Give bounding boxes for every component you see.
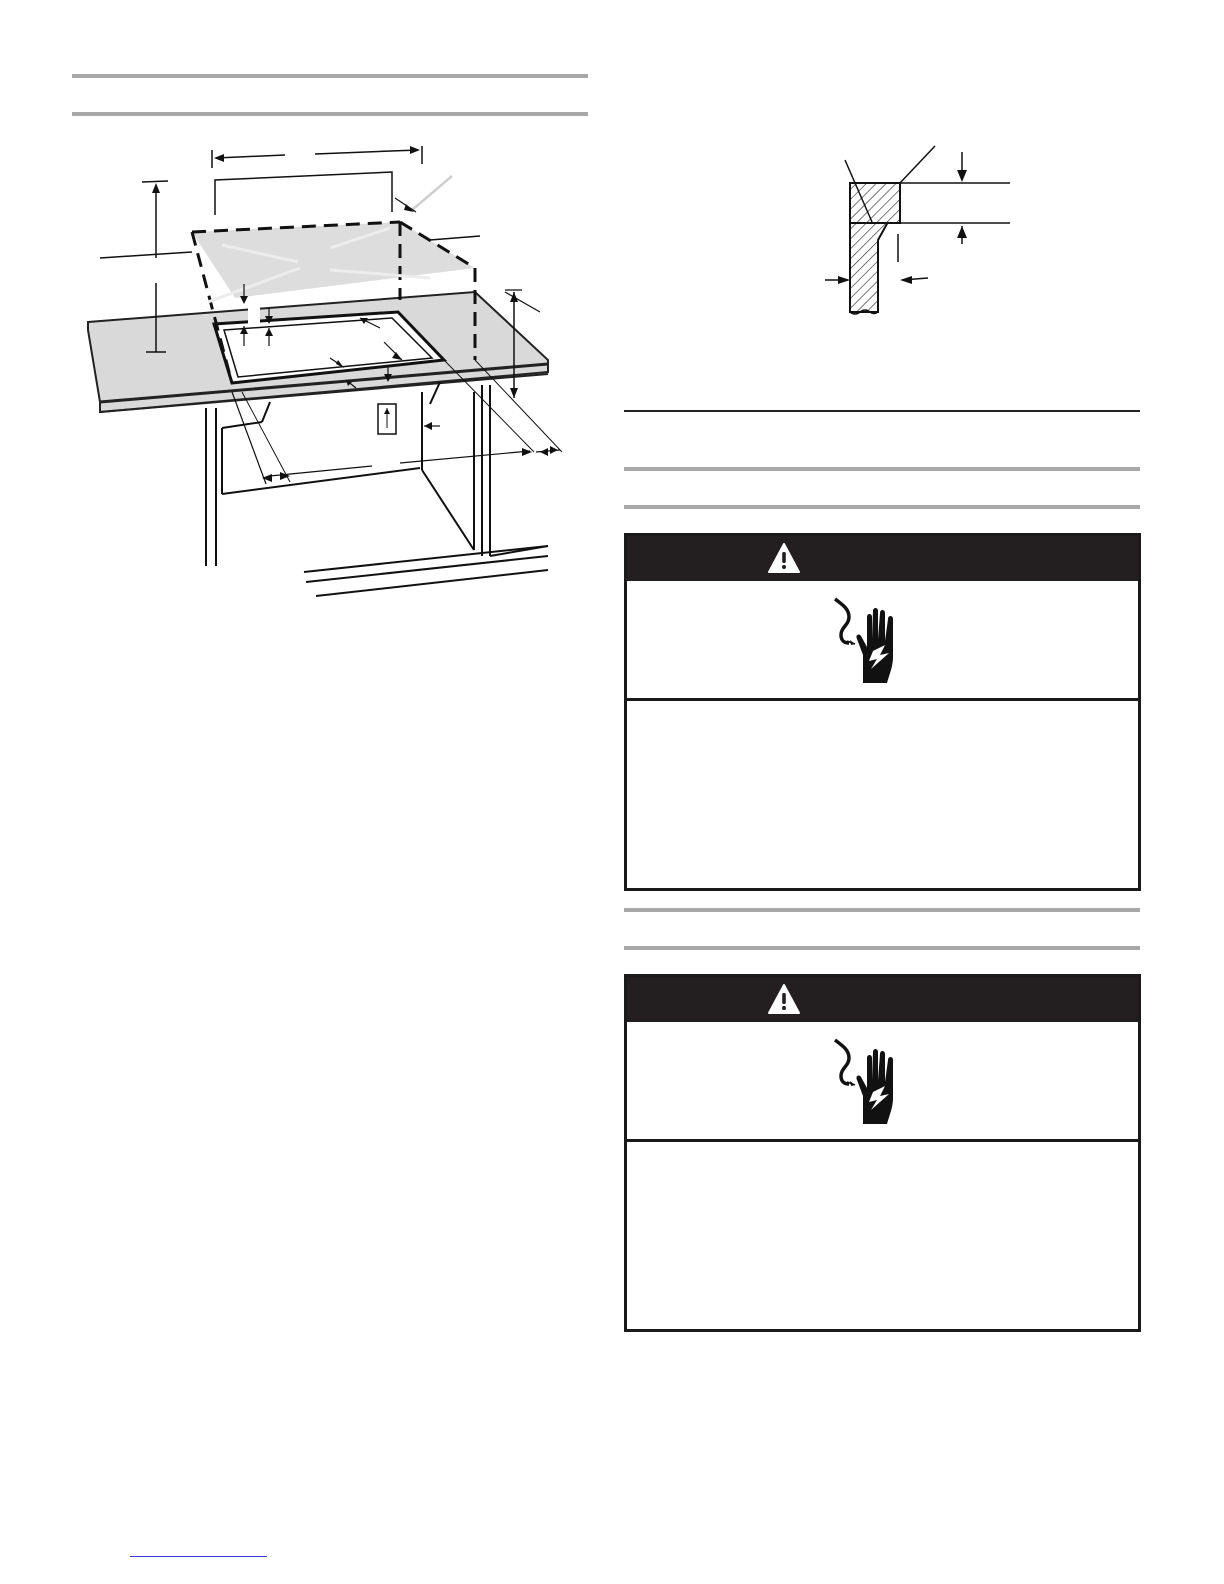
left-section-bottom-rule [72, 112, 588, 116]
cabinet-cutout-diagram [80, 140, 580, 605]
overhead-clearance-area [192, 222, 475, 298]
warning-symbol-panel [627, 583, 1138, 701]
warning-body [627, 701, 1138, 888]
grounding-section-bottom-rule [624, 946, 1140, 950]
warning-box-1 [624, 533, 1141, 891]
upper-cabinet-outline [215, 172, 392, 215]
electrical-section-top-rule [624, 467, 1140, 471]
electrical-section-bottom-rule [624, 505, 1140, 509]
cabinet-side-section [850, 222, 888, 312]
right-section-divider [624, 410, 1140, 412]
warning-box-2 [624, 974, 1141, 1332]
footer-link[interactable] [130, 1556, 267, 1557]
countertop-edge-detail-diagram [815, 140, 1020, 320]
warning-header [627, 977, 1138, 1022]
grounding-section-top-rule [624, 908, 1140, 912]
warning-body [627, 1142, 1138, 1329]
warning-triangle-icon [767, 983, 801, 1015]
electrical-shock-hand-icon [825, 595, 915, 687]
warning-triangle-icon [767, 542, 801, 574]
warning-symbol-panel [627, 1024, 1138, 1142]
left-section-top-rule [72, 74, 588, 78]
electrical-shock-hand-icon [825, 1036, 915, 1128]
warning-header [627, 536, 1138, 581]
